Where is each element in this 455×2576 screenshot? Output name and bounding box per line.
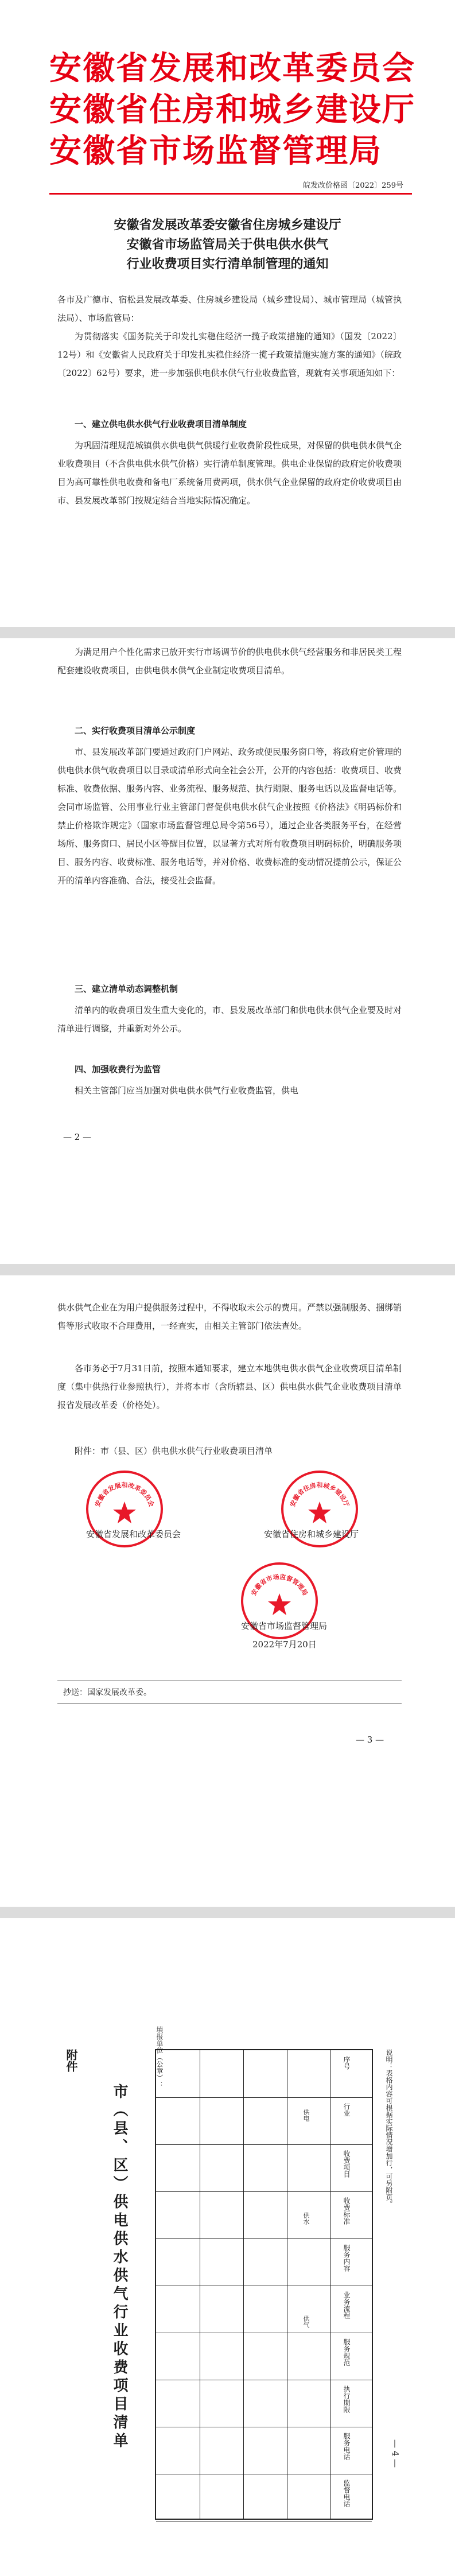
page-1	[0, 0, 455, 626]
table-header-cell: 服务电话	[343, 2433, 351, 2460]
title-line-1: 安徽省发展改革委安徽省住房城乡建设厅	[114, 218, 341, 232]
table-header-cell: 收费项目	[343, 2150, 351, 2178]
page-number-3: — 3 —	[356, 1735, 384, 1745]
fill-unit-label: 填报单位（公章）：	[155, 2026, 164, 2088]
section-3-paragraph: 清单内的收费项目发生重大变化的，市、县发展改革部门和供电供水供气企业要及时对清单进行调整，并重新对外公示。	[57, 1005, 402, 1034]
section-1-paragraph-2: 为满足用户个性化需求已放开实行市场调节价的供电供水供气经营服务和非居民类工程配套建设收费项目，由供电供水供气企业制定收费项目清单。	[57, 647, 402, 676]
section-4-paragraph-start: 相关主管部门应当加强对供电供水供气行业收费监管，供电	[75, 1085, 299, 1096]
table-column-line	[243, 2050, 244, 2519]
table-header-cell: 执行期限	[343, 2385, 351, 2413]
section-2-heading: 二、实行收费项目清单公示制度	[75, 726, 196, 736]
recipients: 各市及广德市、宿松县发展改革委、住房城乡建设局（城乡建设局）、城市管理局（城管执法局）、市场监管局：	[57, 294, 402, 323]
table-header-cell: 序号	[343, 2056, 351, 2070]
attachment-table-page	[46, 2015, 413, 2531]
section-4-paragraph-end: 供水供气企业在为用户提供服务过程中，不得收取未公示的费用。严禁以强制服务、捆绑销售等形式收取不合理费用，一经查实，由相关主管部门依法查处。	[57, 1302, 402, 1331]
table-header-cell: 服务内容	[343, 2244, 351, 2272]
signature-date: 2022年7月20日	[252, 1639, 317, 1650]
page-2	[0, 638, 455, 1264]
intro-paragraph: 为贯彻落实《国务院关于印发扎实稳住经济一揽子政策措施的通知》（国发〔2022〕12号）和《安徽省人民政府关于印发扎实稳住经济一揽子政策措施实施方案的通知》（皖政〔2022〕62号）要求，进一步加强供电供水供气行业收费监管，现就有关事项通知如下：	[57, 331, 402, 378]
document-number: 皖发改价格函〔2022〕259号	[303, 181, 403, 190]
table-row-line	[156, 2097, 372, 2098]
table-header-cell: 收费标准	[343, 2197, 351, 2225]
attachment-label: 附件	[64, 2049, 78, 2072]
page-number-2: — 2 —	[63, 1132, 92, 1142]
title-line-2: 安徽省市场监管局关于供电供水供气	[126, 238, 329, 252]
header-org-2: 安徽省住房和城乡建设厅	[49, 91, 415, 129]
red-divider	[49, 193, 412, 195]
section-2-paragraph: 市、县发展改革部门要通过政府门户网站、政务或便民服务窗口等，将政府定价管理的供电供水供气收费项目以目录或清单形式向全社会公开，公开的内容包括：收费项目、收费标准、收费依据、服务内容、业务流程、服务规范、执行期限、服务电话以及监督电话等。会同市场监管、公用事业行业主管部门督促供电供水供气企业按照《价格法》《明码标价和禁止价格欺诈规定》（国家市场监督管理总局令第56号），通过企业各类服务平台，在经营场所、服务窗口、居民小区等醒目位置，以显著方式对所有收费项目明码标价，明确服务项目、服务内容、收费标准、服务电话等，并对价格、收费标准的变动情况提前公示，保证公开的清单内容准确、合法，接受社会监督。	[57, 747, 402, 886]
attachment-title: 市（县、区）供电供水供气行业收费项目清单	[111, 2084, 128, 2451]
signature-market: 安徽省市场监督管理局	[241, 1621, 328, 1631]
table-column-line	[330, 2050, 331, 2519]
cc-line: 抄送：国家发展改革委。	[63, 1688, 151, 1697]
svg-text:安徽省住房和城乡建设厅: 安徽省住房和城乡建设厅	[289, 1481, 351, 1508]
section-1-heading: 一、建立供电供水供气行业收费项目清单制度	[75, 419, 247, 429]
table-row-line	[156, 2191, 372, 2192]
page-separator	[0, 627, 455, 638]
svg-text:安徽省市场监督管理局: 安徽省市场监督管理局	[250, 1573, 309, 1597]
attachment-note: 附件：市（县、区）供电供水供气行业收费项目清单	[75, 1446, 273, 1456]
table-header-cell: 服务规范	[343, 2338, 351, 2366]
table-note: 说明：表格内容可根据实际情况增加行，可另附页。	[385, 2049, 393, 2208]
svg-text:安徽省发展和改革委员会: 安徽省发展和改革委员会	[94, 1481, 155, 1508]
page-number-4: — 4 —	[390, 2439, 400, 2468]
section-4-heading: 四、加强收费行为监管	[75, 1064, 161, 1074]
deadline-paragraph: 各市务必于7月31日前，按照本通知要求，建立本地供电供水供气企业收费项目清单制度（集中供热行业参照执行），并将本市（含所辖县、区）供电供水供气企业收费项目清单报省发展改革委（价格处）。	[57, 1363, 402, 1410]
table-category-cell: 供气	[302, 2315, 310, 2328]
header-org-1: 安徽省发展和改革委员会	[49, 49, 415, 87]
table-category-cell: 供水	[302, 2212, 310, 2225]
page-separator	[0, 1264, 455, 1275]
table-row-line	[156, 2144, 372, 2145]
table-header-cell: 行业	[343, 2103, 351, 2117]
section-3-heading: 三、建立清单动态调整机制	[75, 984, 178, 994]
fee-list-table	[155, 2049, 373, 2520]
signature-drc: 安徽省发展和改革委员会	[86, 1529, 181, 1539]
title-line-3: 行业收费项目实行清单制管理的通知	[126, 257, 329, 271]
table-header-cell: 监督电话	[343, 2480, 351, 2507]
section-1-paragraph: 为巩固清理规范城镇供水供电供气供暖行业收费阶段性成果，对保留的供电供水供气企业收费项目（不含供电供水供气价格）实行清单制度管理。供电企业保留的政府定价收费项目为高可靠性供电收费和备电厂系统备用费两项，供水供气企业保留的政府定价收费项目由市、县发展改革部门按规定结合当地实际情况确定。	[57, 440, 402, 506]
page-separator	[0, 1907, 455, 1918]
page-3	[0, 1275, 455, 1907]
header-org-3: 安徽省市场监督管理局	[49, 132, 382, 170]
table-header-cell: 业务流程	[343, 2291, 351, 2319]
signature-housing: 安徽省住房和城乡建设厅	[264, 1529, 359, 1539]
table-category-cell: 供电	[302, 2109, 310, 2121]
